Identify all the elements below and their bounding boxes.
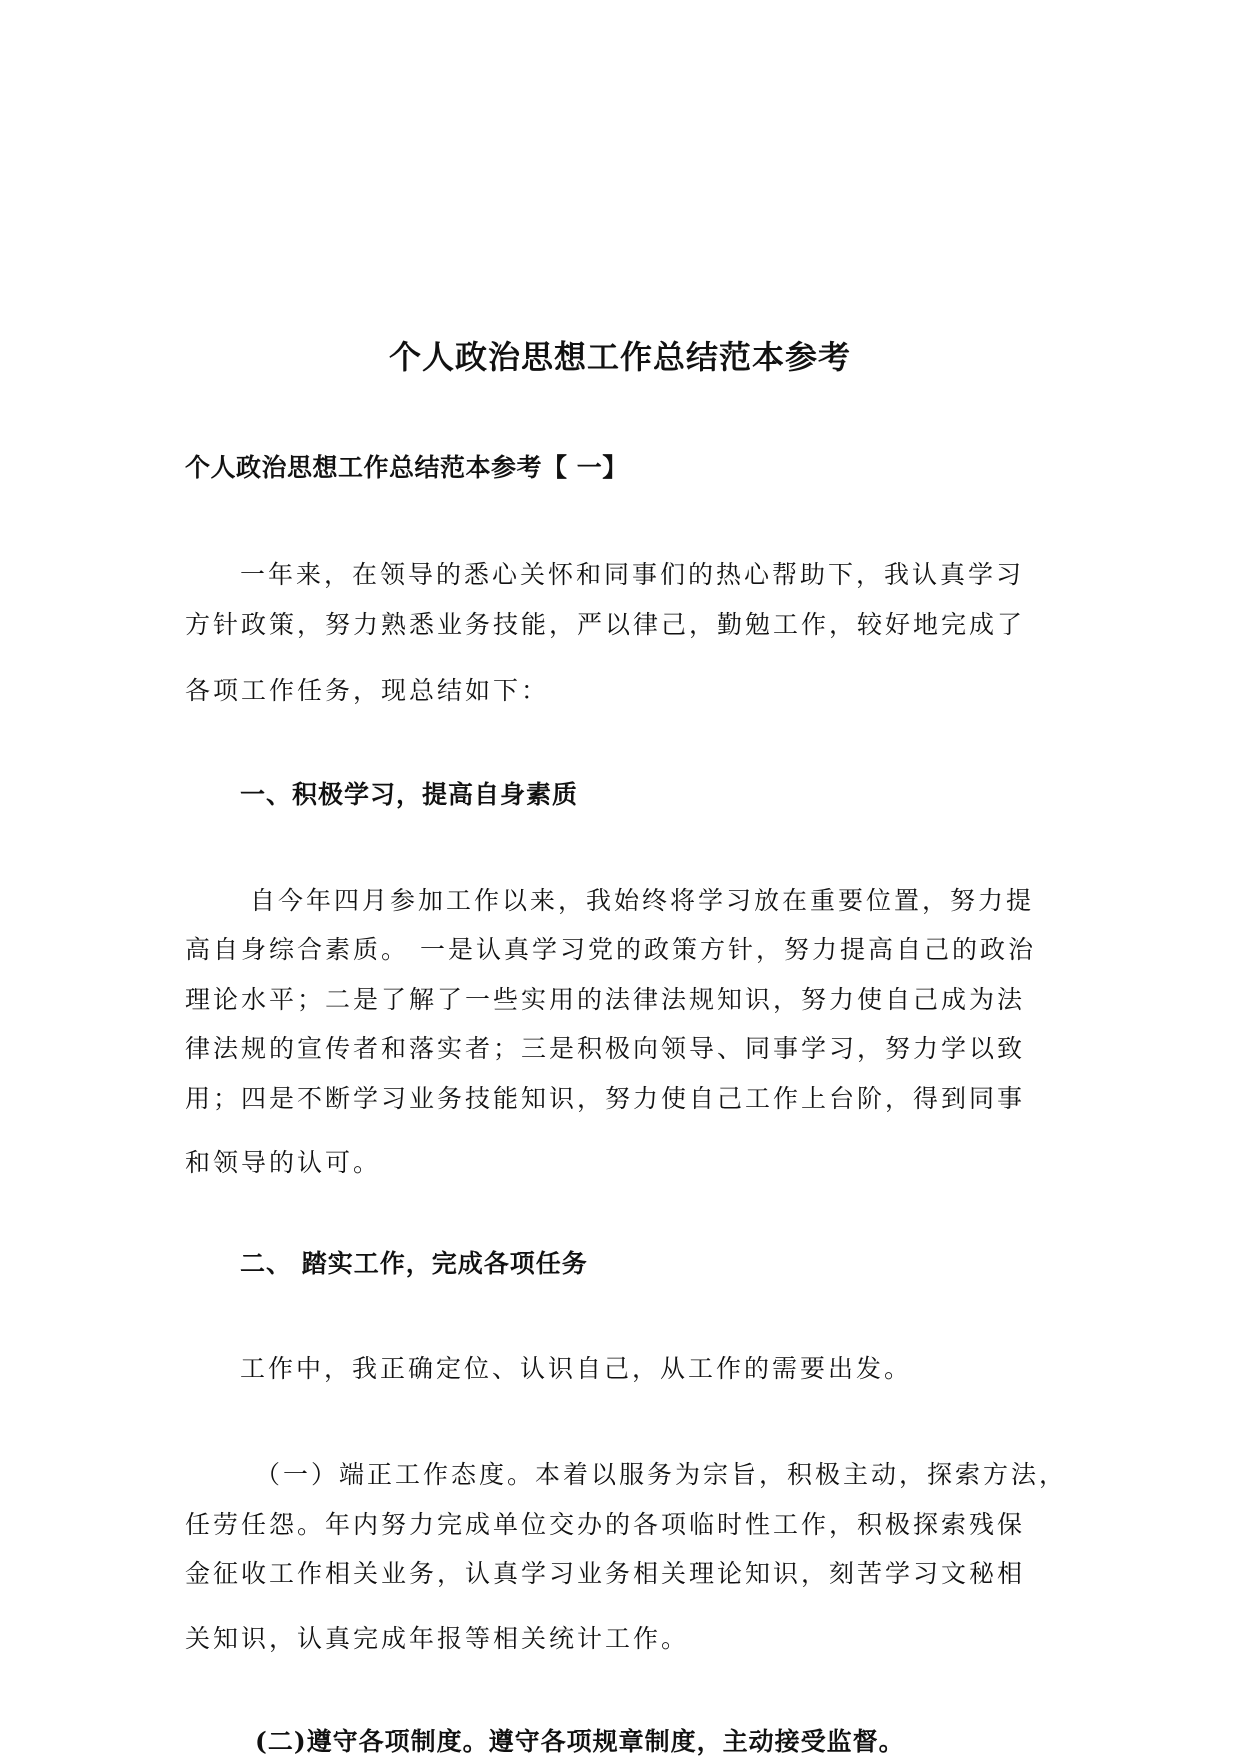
section-2-item-1-line-4: 关知识，认真完成年报等相关统计工作。 [185, 1624, 690, 1653]
section-2-intro: 工作中，我正确定位、认识自己，从工作的需要出发。 [240, 1354, 913, 1383]
section-2-item-1-line-3: 金征收工作相关业务，认真学习业务相关理论知识，刻苦学习文秘相 [185, 1559, 1026, 1588]
section-2-item-2: (二)遵守各项制度。遵守各项规章制度，主动接受监督。 [255, 1727, 905, 1756]
section-1-heading: 一、积极学习，提高自身素质 [240, 780, 579, 809]
section-2-item-1-line-1: （一）端正工作态度。本着以服务为宗旨，积极主动，探索方法， [255, 1460, 1068, 1489]
intro-line-3: 各项工作任务，现总结如下： [185, 676, 550, 705]
section-1-line-6: 和领导的认可。 [185, 1148, 382, 1177]
intro-line-1: 一年来，在领导的悉心关怀和同事们的热心帮助下，我认真学习 [240, 560, 1025, 589]
section-1-line-2: 高自身综合素质。 一是认真学习党的政策方针，努力提高自己的政治 [185, 935, 1036, 964]
section-2-item-1-line-2: 任劳任怨。年内努力完成单位交办的各项临时性工作，积极探索残保 [185, 1510, 1026, 1539]
section-2-heading: 二、 踏实工作，完成各项任务 [240, 1249, 588, 1278]
intro-line-2: 方针政策，努力熟悉业务技能，严以律己，勤勉工作，较好地完成了 [185, 610, 1026, 639]
section-1-line-5: 用；四是不断学习业务技能知识，努力使自己工作上台阶，得到同事 [185, 1084, 1026, 1113]
section-1-line-4: 律法规的宣传者和落实者；三是积极向领导、同事学习，努力学以致 [185, 1034, 1026, 1063]
section-1-line-3: 理论水平；二是了解了一些实用的法律法规知识，努力使自己成为法 [185, 985, 1026, 1014]
section-subtitle: 个人政治思想工作总结范本参考【 一】 [185, 453, 628, 482]
section-1-line-1: 自今年四月参加工作以来，我始终将学习放在重要位置，努力提 [250, 886, 1035, 915]
document-title: 个人政治思想工作总结范本参考 [388, 338, 851, 376]
